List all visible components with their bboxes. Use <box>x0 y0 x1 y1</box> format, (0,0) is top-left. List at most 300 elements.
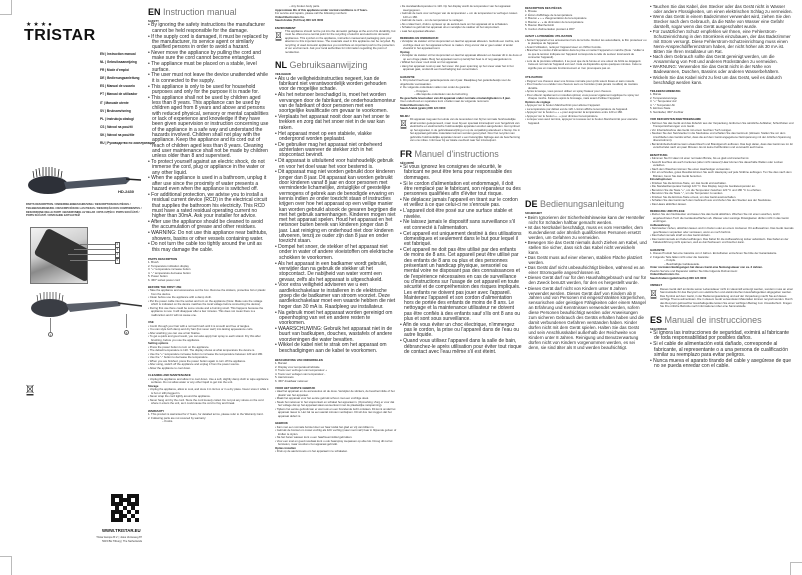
language-index-item: NL | Gebruiksaanwijzing <box>100 60 137 65</box>
safety-list <box>400 165 522 355</box>
safety-item: • Wikkel de kabel niet te strak om het apparaat om beschadigingen aan de kabel te voorkomen. <box>275 343 397 354</box>
column-fr-de <box>525 5 647 351</box>
environment-block <box>275 30 397 55</box>
parts-list <box>525 10 647 31</box>
use-item: • Voor een snel en goed resultaat kunt u ook haarspray toepassen op elke lok. Droog dit na het borstelen, maar voordat u het apparaat gebruikt. <box>275 440 397 447</box>
settings-item: • De standaardtemperatuur is 120. Op het display wordt de temperatuur van het apparaat weergegeven. <box>400 5 522 12</box>
warranty-item: 2. De volgende onderdelen vallen niet onder de garantie: <box>400 85 471 90</box>
settings-item: • Das Haare abkühlen lassen. <box>650 203 794 207</box>
storage-item: • Wikkel het snoer nooit strak om het apparaat. <box>400 61 522 65</box>
warranty-item: 1. Dit product heeft een garantieperiode van 2 jaar. Raadpleeg het garantiebewijs voor de uitgebreide voorwaarden. <box>400 78 511 86</box>
address-line: 5015 BH Tilburg | The Netherlands <box>102 539 142 543</box>
safety-item: • For additional protection, we advise you to install a residual current device (RCD) in the electrical circuit that supplies the bathroom his electricity. This RCD must have a rated residual operating current no higher than 30mA. Ask your installer for advice. <box>148 193 270 219</box>
safety-item: • Für zusätzlichen Schutz empfehlen wir Ihnen, eine Fehlerstrom-Schutzeinrichtung in den Stromkreis einzubauen, der das Badezimmer mit Strom versorgt. Diese Fehlerstrom-Schutzeinrichtung muss einen Nenn-Ansprechdifferenzstrom haben, der nicht höher als 30 mA ist. Bitten Sie Ihren Installateur um Rat. <box>650 30 794 55</box>
safety-item: • Afin de vous éviter un choc électrique, n'immergez pas le cordon, la prise ou l'appareil dans de l'eau ou autre liquide. <box>400 323 522 339</box>
part-item: 3. "+" Temperatur Auf <box>650 99 677 104</box>
part-item: 1. Brosse <box>525 9 537 14</box>
website-link[interactable]: WWW.TRISTAR.EU <box>102 528 141 533</box>
use-item: • Comb through your hair with a normal brush until it is smooth and free of tangles. <box>148 325 270 329</box>
settings-list <box>525 104 647 125</box>
settings-item: • Lorsque vous avez terminé, appuyez à nouveau sur le bouton Marche/Arrêt pour éteindre l'appareil. <box>525 118 647 125</box>
part-item: 6. Netzkabel, 360° drehbar <box>650 109 684 114</box>
subsection-label: MILIEU <box>400 113 410 118</box>
callout-line <box>70 260 115 261</box>
part-item: 6. 360° draaibaar netsnoer <box>275 378 309 383</box>
safety-item: • Dieses Gerät darf nicht von Kindern unter 8 Jahren verwendet werden. Dieses Gerät darf von Kindern ab 8 Jahren und von Personen mit eingeschränkten körperlichen, sensorischen oder geistigen Fähigkeiten oder einem Mangel an Erfahrung und Kenntnissen verwendet werden, sofern diese Personen beaufsichtigt werden oder Anweisungen zum sicheren Gebrauch des Geräts erhalten haben und die damit verbundenen Gefahren verstanden haben. Kinder dürfen nicht mit dem Gerät spielen. Halten Sie das Gerät und sein Anschlusskabel außerhalb der Reichweite von Kindern unter 8 Jahren. Reinigung und Benutzerwartung dürfen nicht von Kindern vorgenommen werden, es sei denn, sie sind älter als 8 und werden beaufsichtigt. <box>525 287 647 351</box>
part-item: 2. Écran d'affichage de la température <box>525 12 573 17</box>
use-item: • Kam met een normale borstel door uw haar totdat het glad en vrij van klitten is. <box>275 426 397 430</box>
model-number: HD-2430 <box>118 189 135 194</box>
subsection-label: BEFORE THE FIRST USE <box>148 285 182 289</box>
environment-block <box>400 118 522 143</box>
language-code: EN <box>148 7 161 17</box>
parts-list <box>148 261 270 282</box>
safety-item: • Nunca mueva el aparato tirando del cable y asegúrese de que no se pueda enredar con el cable. <box>650 359 794 370</box>
cleaning-item: • Ziehen Sie den Netzstecker und lassen Sie das Gerät abkühlen. Wischen Sie mit einem weichen, leicht angefeuchteten Tuch die Geräteoberflächen ab. Wasser oder sonstige Flüssigkeiten dürfen nicht in das Gerät eindringen. <box>650 213 794 224</box>
safety-item: • Dit apparaat mag niet worden gebruikt door kinderen jonger dan 8 jaar. Dit apparaat kan worden gebruikt door kinderen vanaf 8 jaar en door personen met verminderde lichamelijke, zintuiglijke of geestelijke vermogens of gebrek aan de benodigde ervaring en kennis indien ze onder toezicht staan of instructies krijgen over hoe het apparaat op een veilige manier kan worden gebruikt alsook de gevaren begrijpen die met het gebruik samenhangen. Kinderen mogen niet met het apparaat spelen. Houd het apparaat en het netsnoer buiten bereik van kinderen jonger dan 8 jaar. Laat reiniging en onderhoud niet door kinderen uitvoeren, tenzij ze ouder zijn dan 8 jaar en onder toezicht staan. <box>275 170 397 244</box>
service-text: For service and repairs, please call the following numbers: <box>275 11 348 15</box>
warranty-item: 1. Dieses Produkt hat eine Garantie von 2 Jahren. Einzelheiten entnehmen Sie bitte der Garantiekarte. <box>650 251 778 256</box>
control-panel-detail-image <box>30 227 88 284</box>
use-item: • Kämmen Sie Ihr Haar mit einer normalen Bürste, bis es glatt und knotenfrei ist. <box>650 157 794 161</box>
settings-list <box>148 346 270 371</box>
settings-item: • Drücken Sie die Ein/Aus-Taste erneut, um das Gerät auszuschalten. <box>650 196 794 200</box>
safety-item: • Das Gerät muss auf einer ebenen, stabilen Fläche platziert werden. <box>525 256 647 266</box>
cleaning-item: • Unplug the appliance and allow it to cool down. Use a soft, slightly damp cloth to wipe appliance surfaces. Do not allow water or any other liquid to get into the unit. <box>148 378 270 385</box>
section-title: Instruction manual <box>163 7 237 17</box>
use-item: • Pour obtenir rapidement un résultat optimal, vous pouvez également appliquer le spray sur chaque mèche. Faites-le après le brossage, mais avant d'utiliser l'appareil. <box>525 94 647 101</box>
weee-bin-icon <box>650 289 657 299</box>
subsection-label: USE <box>148 320 154 325</box>
part-item: 4. Toets voor verlagen van temperatuur - <box>275 371 326 376</box>
safety-item: • Beim Ignorieren der Sicherheitshinweise kann der Hersteller nicht für Schäden haftbar gemacht werden. <box>525 216 647 226</box>
safety-item: • Si le cordon d'alimentation est endommagé, il doit être remplacé par le fabricant, son réparateur ou des personnes qualifiées afin d'éviter tout risque. <box>400 182 522 198</box>
settings-item: • Allow the appliance to cool down. <box>148 367 270 371</box>
safety-item: • Het apparaat moet op een stabiele, vlakke ondergrond worden geplaatst. <box>275 132 397 143</box>
safety-item: • To protect yourself against an electric shock, do not immerse the cord, plug or appliance in the water or any other liquid. <box>148 160 270 176</box>
use-item: • To get a quick and good result, you can also apply hair spray to each strand. Dry this after brushing, before you use the appliance. <box>148 335 270 342</box>
part-item: 1. Borstel <box>275 361 287 366</box>
section-heading-fr <box>400 149 522 160</box>
language-index-item: PT | Manual de utilizador <box>100 92 138 97</box>
parts-caption-multilang: PARTS DESCRIPTION / ONDERDELENBESCHRIJVING / DESCRIPTION DES PIÈCES / TEILEBESCHREIBUNG / DESCRIPCIÓN DE LAS PIEZAS / DESCRIÇÃO DOS COMPONENTES / DESCRIZIONE DELLE PARTI / BESKRIVNING AV DELAR / OPIS CZĘŚCI / POPIS SOUČÁSTÍ / POPIS SÚČASTÍ / ОПИСАНИЕ ЗАПЧАСТЕЙ <box>26 203 142 218</box>
use-list <box>148 325 270 343</box>
cleaning-list <box>148 378 270 385</box>
settings-item: • After using, switch off the appliance and unplug it from the power source. <box>148 363 270 367</box>
environment-block <box>650 288 794 309</box>
section-heading-nl <box>275 60 397 71</box>
subsection-label: SAFETY <box>148 19 160 23</box>
settings-item: • Drücken Sie die Ein/Aus-Taste, um das Gerät einzuschalten. <box>650 182 794 186</box>
callout-line <box>126 314 127 328</box>
storage-list <box>400 54 522 72</box>
part-item: 2. Temperaturanzeige <box>650 95 678 100</box>
callout-line <box>50 318 51 332</box>
settings-item: • Druk op de aan/uit-toets om het apparaat in te schakelen. <box>275 450 397 454</box>
settings-list <box>400 5 522 33</box>
settings-item: • Appuyez sur le bouton Marche/Arrêt pour allumer l'appareil. <box>525 104 647 108</box>
safety-item: • Na gebruik moet het apparaat worden gereinigd om opeenhoping van vet en andere resten te voorkomen. <box>275 311 397 327</box>
safety-list <box>525 216 647 351</box>
subsection-label: Aufbewahrung <box>650 222 670 227</box>
safety-item: • Ist das Netzkabel beschädigt, muss es vom Hersteller, dem Kundendienst oder ähnlich qualifizierten Personen ersetzt werden, um Gefahren zu vermeiden. <box>525 226 647 241</box>
first-use-item: • Take the appliance and accessories out the box. Remove the stickers, protective foil or plastic from the device. <box>148 289 270 296</box>
safety-item: • After use the appliance should be cleaned to avoid the accumulation of grease and other residues. <box>148 220 270 231</box>
first-use-item: • Stecken Sie den Netzstecker in die Steckdose und schalten Sie das Gerät ein (Hinweis: Stellen Sie vor dem Anschließen des Geräts sicher, dass die auf dem Gerät angegebene Netzspannung mit der örtlichen Spannung übereinstimmt). <box>650 132 794 143</box>
subsection-label: REINIGING EN ONDERHOUD <box>400 36 439 40</box>
warranty-excluded-item: – Knöpfe. <box>650 259 794 263</box>
part-item: 3. Bouton « + » d'augmentation de la température <box>525 16 587 21</box>
first-use-item: • Vor Inbetriebnahme das Gerät mit einem feuchten Tuch reinigen. <box>650 129 794 133</box>
safety-item: • Als u de veiligheidsinstructies negeert, kan de fabrikant niet verantwoordelijk worden gehouden voor de mogelijke schade. <box>275 77 397 93</box>
settings-list <box>650 182 794 207</box>
hair-brush-product-image <box>26 165 142 201</box>
column-nl-fr <box>400 5 522 356</box>
use-item: • Nach dem Waschen können Sie einen Haarfestiger verwenden. <box>650 168 794 172</box>
section-title: Manuel d'instructions <box>414 148 499 159</box>
safety-item: • The appliance must be placed on a stable, level surface. <box>148 62 270 73</box>
use-item: • Gebruik de borstel om zowel vochtig als licht vochtig (maar nooit nat!) haar in blijvende golven of krullen te stylen. <box>275 429 397 436</box>
first-use-item: • Put the power cable into the socket and turn on the appliance (Note: Make sure the voltage which is indicated on the device matches the local voltage before connecting the device). <box>148 300 270 307</box>
storage-item: • Hang het apparaat nooit op aan het snoer. Zet geen spanning op het snoer waar het in het apparaat gaat, omdat dit een beschadiging kan veroorzaken. <box>400 65 522 72</box>
safety-list <box>275 77 397 354</box>
settings-item: • Press the power button to turn on the appliance. <box>148 346 270 350</box>
callout-number: 1 <box>49 333 52 337</box>
language-code: NL <box>275 60 287 71</box>
language-code: DE <box>525 199 538 210</box>
use-item: • Peignez vos cheveux avec une brosse normale pour qu'ils soient lisses et sans nœuds. <box>525 80 647 84</box>
logo-stars-icon: ★★★● <box>26 22 54 28</box>
safety-item: • Nach dem Gebrauch sollte das Gerät gereinigt werden, um die Ansammlung von Fett und anderen Rückständen zu vermeiden. <box>650 55 794 65</box>
service-phone: Saudi-Arabië (gratis) 800 124 0000 <box>400 106 446 111</box>
weee-bin-icon <box>400 119 407 129</box>
part-item: 1. Bürste <box>650 92 662 97</box>
safety-item: • Voor extra veiligheid adviseren we u een aardlekschakelaar te installeren in de elektrische groep die de badkamer van stroom voorziet. Deze aardlekschakelaar moet een waarde hebben die niet hoger dan 30 mA is. Raadpleeg uw installateur. <box>275 283 397 309</box>
first-use-item: • Steek het netsnoer in het stopcontact en schakel het apparaat in. (Opmerking: Zorg er voor dat het voltage dat op het apparaat staat overeenkomt met de plaatselijke netspanning). <box>275 401 397 408</box>
part-item: 5. Aan/uit-toets <box>275 375 294 380</box>
part-item: 1. Brush <box>148 260 159 264</box>
language-index-item: CS | Návod na použití <box>100 124 133 129</box>
settings-item: • Gebruik de toets voor verhogen van de temperatuur + om de temperatuur te verhogen tussen 120 en 180. <box>400 12 522 19</box>
warranty-excluded-item: – Beschädigte Gehäuseteile. <box>650 263 794 267</box>
settings-item: • The default temperature is 120. The display shows at what temperature the device is. <box>148 349 270 353</box>
safety-item: • Dit apparaat is uitsluitend voor huishoudelijk gebruik en voor het doel waar het voor bestemd is. <box>275 159 397 170</box>
callout-number: 2 <box>116 242 119 246</box>
crop-mark <box>790 562 791 575</box>
first-use-item: • Tijdens het eerste gebruik kan er wat rook en een brandende lucht ontstaan. Dit komt omdat het apparaat nieuw is. Het zal na een aantal minuten verdwijnen. Dit wil dus niet zeggen dat het apparaat defect is. <box>275 408 397 419</box>
warranty-excluded-item: – Any broken body parts. <box>275 5 397 9</box>
environment-text: Dit apparaat mag aan het einde van de levensduur niet bij het normale huishoudelijke afval worden gedeponeerd, maar moet bij een speciaal inzamelpunt voor hergebruik van elektrische en elektronische huishoudelijke apparaten worden aangeboden. Het symbool op het apparaat, in de gebruiksaanwijzing en op de verpakking attendeert u hierop. De in het apparaat gebruikte materialen kunnen worden gerecycled. Door het recyclen van gebruikte huishoudelijke apparaten levert u een belangrijke bijdrage aan de bescherming van ons milieu. Informeer bij uw lokale overheid naar het inzamelpunt. <box>410 117 520 143</box>
appliance-life: Approximate life of this appliance under normal conditions is 3 Years. <box>275 7 368 12</box>
safety-item: • Als het apparaat in een badkamer wordt gebruikt, verwijder dan na gebruik de stekker uit het stopcontact. De nabijheid van water vormt een gevaar, zelfs als het apparaat is uitgeschakeld. <box>275 262 397 283</box>
safety-item: • Si vous ignorez les consignes de sécurité, le fabricant ne peut être tenu pour responsable des dommages. <box>400 165 522 181</box>
service-text: Voor onderhoud en reparaties kunt u bellen naar de volgende nummers: <box>400 99 490 104</box>
cleaning-list <box>400 40 522 51</box>
settings-item: • Laat het apparaat afkoelen. <box>400 30 522 34</box>
part-item: 5. Bouton Marche/Arrêt <box>525 23 554 28</box>
appliance-life: De geschatte levensduur van dit apparaat onder normale omstandigheden is 3 jaar. <box>400 95 511 100</box>
safety-item: • Do not turn the cable too tightly around the unit as this may damage the cable. <box>148 242 270 253</box>
language-index-item: FR | Mode d'emploi <box>100 68 130 73</box>
part-item: 4. "-" Temperatur Ab <box>650 102 675 107</box>
safety-item: • Cet appareil est uniquement destiné à des utilisations domestiques et seulement dans le but pour lequel il est fabriqué. <box>400 232 522 248</box>
first-use-item: • Maak het apparaat voor het eerste gebruik schoon met een vochtige doek. <box>275 397 397 401</box>
subsection-label: VEILIGHEID <box>275 72 291 77</box>
qr-code[interactable] <box>111 494 139 522</box>
callout-number: 6 <box>125 331 128 335</box>
safety-item: • Ne déplacez jamais l'appareil en tirant sur le cordon et veillez à ce que celui-ci ne s'enroule pas. <box>400 198 522 209</box>
first-use-list <box>650 122 794 150</box>
subsection-label: BENUTZUNG <box>650 152 668 157</box>
safety-item: • Wenn das Gerät in einem Badezimmer verwendet wird, ziehen Sie den Stecker nach dem Gebrauch, da die Nähe von Wasser eine Gefahr darstellt, sogar wenn das Gerät ausgeschaltet wurde. <box>650 15 794 30</box>
settings-item: • Als u klaar bent, drukt u opnieuw op de aan/uit-toets om het apparaat uit te schakelen. <box>400 23 522 27</box>
part-item: 5. Power button <box>148 274 168 278</box>
column-en-safety <box>148 5 270 424</box>
warranty-excluded-list <box>148 420 270 424</box>
service-company: United Electronics Co. <box>275 14 305 19</box>
part-item: 6. 360° swivel power cord <box>148 277 180 282</box>
safety-item: • WAARSCHUWING: Gebruik het apparaat niet in de buurt van badkuipen, douches, wastafels of andere voorzieningen die water bevatten. <box>275 327 397 343</box>
safety-item: • If the supply cord is damaged, it must be replaced by the manufacturer, its service agent or similarly qualified persons in order to avoid a hazard. <box>148 35 270 51</box>
settings-item: • Appuyez sur le bouton « + » pour augmenter la température entre 120 et 180. <box>525 111 647 115</box>
subsection-label: Storage <box>148 383 159 388</box>
settings-item: • Schalten Sie das Gerät nach dem Gebrauch aus und ziehen Sie den Stecker aus der Steckdose. <box>650 199 794 203</box>
settings-item: • Benutzen Sie die Taste "+", um die Temperatur zwischen 120 °C und 180 °C zu erhöhen. <box>650 189 794 193</box>
warranty-excluded-item: – Knoppen. <box>400 90 522 94</box>
safety-item: • Tauchen Sie das Kabel, den Stecker oder das Gerät nicht in Wasser oder andere Flüssigkeiten, um einen elektrischen Schlag zu vermeiden. <box>650 5 794 15</box>
subsection-label: Einstelloptionen <box>650 177 672 182</box>
first-use-list <box>148 289 270 317</box>
settings-item: • Benutzen Sie die Taste "-", um die Temperatur zu senken. <box>650 192 794 196</box>
callout-number: 5 <box>116 258 119 262</box>
settings-item: • Gebruik de toets - om de temperatuur te verlagen. <box>400 19 522 23</box>
safety-item: • When the appliance is used in a bathroom, unplug it after use since the proximity of water presents a hazard even when the appliance is switched off. <box>148 176 270 192</box>
use-item: • You can style both damp and dry hair (but never wet!) into lasting appearance curls. <box>148 328 270 332</box>
warranty-item: 1. This product is warranted for 2 Years, for detailed terms, please refer to the Warranty Card. <box>148 412 264 417</box>
part-item: 2. Temperature indication display <box>148 263 189 268</box>
safety-item: • L'appareil doit être posé sur une surface stable et nivelée. <box>400 209 522 220</box>
subsection-label: BESCHRIJVING VAN ONDERDELEN <box>275 357 323 362</box>
subsection-label: CLEANING AND MAINTENANCE <box>148 373 191 378</box>
settings-item: • Use the "+" temperature increase button to increase the temperature between 120 and 180. <box>148 353 270 357</box>
section-heading-de <box>525 199 647 210</box>
crop-mark <box>790 562 802 563</box>
first-use-item: • Clean before use the appliance with a damp cloth. <box>148 296 270 300</box>
language-index-item: PL | Instrukcja obsługi <box>100 116 134 121</box>
environment-text: This appliance should not be put into the domestic garbage at the end of its durability, but must be offered at a central point for the recycling of electric and electronic domestic appliances. This symbol on the appliance, instruction manual and packaging puts your attention to this important issue. The materials used in this appliance can be recycled. By recycling of used domestic appliances you contribute an important push to the protection of our environment. Ask your local authorities for information regarding the point of recollection. <box>285 28 396 54</box>
settings-list <box>275 450 397 454</box>
first-use-item: • Bei Erstinbetriebnahme kann etwas Rauch und Brandgeruch auftreten. Das liegt daran, dass das Gerät neu ist. Er verschwindet nach ein paar Minuten. Es ist keine Fehlfunktion und verursacht auch keine. <box>650 143 794 150</box>
section-title: Bedienungsanleitung <box>540 199 625 210</box>
subsection-label: UTILISATION <box>525 75 543 80</box>
safety-item: • Never move the appliance by pulling the cord and make sure the cord cannot become entangled. <box>148 51 270 62</box>
first-use-list <box>275 390 397 418</box>
first-use-list <box>525 39 647 71</box>
callout-number: 3 <box>116 247 119 251</box>
storage-item: • Verwijder de stekker uit het stopcontact en laat het apparaat afkoelen en bewaar dit in de doos of op een droge plaats. Berg het apparaat nooit op terwijl het heet is of nog aangesloten is. <box>400 54 522 61</box>
use-item: • After washing you can use a hair fixative. <box>148 332 270 336</box>
safety-item: • Ne laissez jamais le dispositif sans surveillance s'il est connecté à l'alimentation. <box>400 220 522 231</box>
callout-line <box>68 254 115 255</box>
safety-item: • This appliance shall not be used by children aged less than 8 years. This appliance can be used by children aged from 8 years and above and persons with reduced physical, sensory or mental capabilities or lack of experience and knowledge if they have been given supervision or instruction concerning use of the appliance in a safe way and understand the hazards involved. Children shall not play with the appliance. Keep the appliance and its cord out of reach of children aged less than 8 years. Cleaning and user maintenance shall not be made by children unless older than 8 and supervised. <box>148 96 270 160</box>
column-de-es <box>650 5 794 370</box>
environment-text: Dieses Gerät darf am Ende seiner Lebensdauer nicht im Hausmüll entsorgt werden, sondern muss an einer Sammelstelle für das Recyceln von elektrischen und elektronischen Haushaltsgeräten abgegeben werden. Das Symbol auf dem Gerät, in der Bedienungsanleitung und auf der Verpackung macht Sie auf dieses wichtige Thema aufmerksam. Die in diesem Gerät verwendeten Materialien können recycelt werden. Durch das Recyceln gebrauchter Haushaltsgeräte leisten Sie einen wichtigen Beitrag zum Umweltschutz. Fragen Sie Ihre örtliche Behörde nach Informationen über eine Sammelstelle. <box>660 286 794 309</box>
settings-item: • La température par défaut est de 120. L'écran affiche la température de l'appareil. <box>525 108 647 112</box>
subsection-label: PARTS DESCRIPTION <box>148 256 178 261</box>
subsection-label: REINIGUNG UND PFLEGE <box>650 209 685 214</box>
storage-item: • Das Gerät niemals am Kabel aufhängen. Das Kabel für die Aufbewahrung locker aufwickeln. Das Kabel an der Kabeleinführung nicht spannen, weil es durchscheuern und brechen kann. <box>650 238 794 245</box>
settings-item: • Use the "-" button to decrease the temperature. <box>148 356 270 360</box>
storage-item: • Unplug the appliance, allow to cool, and store it in its box or in a dry place. Never store it while it is hot or still plugged in. <box>148 388 270 395</box>
safety-item: • Wickeln Sie das Kabel nicht zu fest um das Gerät, weil es dadurch beschädigt werden kann. <box>650 76 794 86</box>
appliance-life: Unter normalen Bedingungen hat dieses Gerät eine Nutzungsdauer von ca. 3 Jahren. <box>650 265 763 270</box>
use-item: • Sowohl feuchtes als auch trockenes (aber nicht nasses!) Haar können Sie dauerhafte Wellen oder Locken verleihen. <box>650 161 794 168</box>
safety-list <box>650 5 794 85</box>
part-item: 6. Cordon d'alimentation pivotant à 360° <box>525 26 575 31</box>
section-heading-es <box>650 315 794 326</box>
storage-list <box>148 388 270 406</box>
first-use-item: • Avant l'utilisation, nettoyez l'appareil avec un chiffon humide. <box>525 46 647 50</box>
part-item: 2. Display voor temperatuurindicatie <box>275 364 320 369</box>
use-list <box>275 426 397 447</box>
language-index-item: SK | Návod na použitie <box>100 132 135 137</box>
language-index-item: ES | Manual de usuario <box>100 84 135 89</box>
weee-bin-icon <box>26 384 34 396</box>
safety-item: • This appliance is only to be used for household purposes and only for the purpose it is made for. <box>148 85 270 96</box>
part-item: 5. Ein/Aus-Taste <box>650 106 671 111</box>
part-item: 4. Bouton « - » de diminution de la température <box>525 19 584 24</box>
safety-item: • Das Gerät darf nicht unbeaufsichtigt bleiben, während es an einer Stromquelle angeschlossen ist. <box>525 266 647 276</box>
brand-logo <box>24 22 96 44</box>
safety-item: • Quand vous utilisez l'appareil dans la salle de bain, débranchez-le après utilisation pour éviter tout risque de contact avec l'eau même s'il est éteint. <box>400 339 522 355</box>
subsection-label: VOOR HET EERSTE GEBRUIK <box>275 386 316 391</box>
company-address <box>95 536 142 543</box>
logo-text: TRISTAR <box>24 27 96 44</box>
safety-item: • De gebruiker mag het apparaat niet onbeheerd achterlaten wanneer de stekker zich in het stopcontact bevindt. <box>275 143 397 159</box>
subsection-label: AVANT LA PREMIÈRE UTILISATION <box>525 34 573 39</box>
subsection-label: SEGURIDAD <box>650 326 667 331</box>
use-item: • Pour boucler ou onduler vos cheveux secs ou humides (mais jamais mouillés) de manière durable. <box>525 83 647 90</box>
warranty-excluded-item: – Knobs. <box>148 420 270 424</box>
language-index-item: EN | Instruction manual <box>100 52 136 56</box>
weee-bin-icon <box>275 31 282 41</box>
subsection-label: ENVIRONMENT <box>275 25 296 30</box>
subsection-label: Options de réglage <box>525 99 551 104</box>
storage-item: • Never hang unit by the cord. Store the cord loosely coiled. Do not put any stress on the cord where it enters the unit, as it could cause the cord to fray and break. <box>148 399 270 406</box>
safety-item: • WARNING: Do not use this appliance near bathtubs, showers, basins or other vessels containing water. <box>148 231 270 242</box>
column-en-nl <box>275 5 397 454</box>
language-code: ES <box>650 314 663 325</box>
subsection-label: Setting options <box>148 341 169 346</box>
warranty-item: 2. Following parts are not covered by warranty: <box>148 415 207 420</box>
language-code: FR <box>400 148 412 159</box>
use-list <box>650 157 794 178</box>
warranty-item: 2. Folgende Teile fallen nicht unter die Garantie: <box>650 254 710 259</box>
use-item: • Na het haren wassen kunt u een haarfixeermiddel gebruiken. <box>275 436 397 440</box>
safety-item: • WARNUNG: Verwenden Sie das Gerät nicht in der Nähe von Badewannen, Duschen, Bassins oder anderen Wasserbehältern. <box>650 65 794 75</box>
storage-item: • Das Kabel niemals straff um das Gerät wickeln. <box>650 234 794 238</box>
safety-item: • Als het netsnoer beschadigd is, moet het worden vervangen door de fabrikant, de onderhoudsmonteur van de fabrikant of door personen met een soortgelijke kwalificatie om gevaar te voorkomen. <box>275 93 397 114</box>
use-item: • Après le lavage, vous pouvez utiliser un spray fixateur pour cheveux. <box>525 90 647 94</box>
language-index-item: SV | Bruksanvisning <box>100 108 131 113</box>
address-line: Tristar Europe B.V. | Jules Verneweg 87 <box>96 536 142 539</box>
first-use-item: • During first use there could be some smoke and a burning smell. This happens because the appliance is new. It will disappear after a few minutes. This does not mean there is a malfunction and it will not cause one. <box>148 307 270 318</box>
subsection-label: SÉCURITÉ <box>400 160 415 165</box>
safety-item: • Si ignora las instrucciones de seguridad, eximirá al fabricante de toda responsabilidad por posibles daños. <box>650 331 794 342</box>
subsection-label: Opslag <box>400 49 410 54</box>
first-use-item: • Nehmen Sie das Gerät und das Zubehör aus der Verpackung. Entfernen Sie sämtliche Aufkleber, Schutzfolien und Transportsicherungen vom Gerät. <box>650 122 794 129</box>
safety-item: • Dieses Gerät darf nur für den Haushaltsgebrauch und nur für den Zweck benutzt werden, für den es hergestellt wurde. <box>525 276 647 286</box>
subsection-label: VOR DER ERSTEN INBETRIEBNAHME <box>650 117 701 122</box>
section-title: Manual de instrucciones <box>664 314 762 325</box>
language-index <box>100 50 156 147</box>
safety-list <box>148 23 270 253</box>
safety-item: • Bewegen Sie das Gerät niemals durch Ziehen am Kabel, und stellen Sie sicher, dass sich das Kabel nicht verwickeln kann. <box>525 241 647 256</box>
safety-list <box>650 331 794 369</box>
language-index-item: IT | Manuale utente <box>100 100 129 105</box>
subsection-label: Opties instellen <box>275 445 296 450</box>
settings-item: • Appuyez sur le bouton « - » pour diminuer la température. <box>525 115 647 119</box>
part-item: 3. Toets voor verhogen van temperatuur + <box>275 368 327 373</box>
section-heading-en <box>148 7 270 18</box>
part-item: 3. "+" temperature increase button <box>148 267 191 271</box>
section-title: Gebruiksaanwijzing <box>289 60 368 71</box>
service-phone: Saudi Arabien (gebührenfrei) 800 124 0000 <box>650 275 707 280</box>
storage-item: • Never wrap the cord tightly around the appliance. <box>148 395 270 399</box>
parts-list <box>275 362 397 383</box>
warranty-excluded-item: – Alle kapotte onderdelen van de behuizing. <box>400 93 522 97</box>
subsection-label: GEBRUIK <box>275 421 288 426</box>
subsection-label: DESCRIPTION DES PIÈCES <box>525 6 562 10</box>
service-phone: Saudi Arabia (Toll free) 800 124 0000 <box>275 18 324 22</box>
safety-item: • The user must not leave the device unattended while it is connected to the supply. <box>148 73 270 84</box>
storage-item: • Netzstecker ziehen, abkühlen lassen und im Karton oder an einem trockenen Ort aufbewahren. Das Gerät niemals geschlossen verpacken oder verstauen, wenn es noch heiß ist. <box>650 227 794 234</box>
service-company: United Electronics Co. <box>650 272 680 277</box>
safety-item: • Si el cable de alimentación está dañado, corresponde al fabricante, al representante o a una persona de cualificación similar su reemplazo para evitar peligros. <box>650 342 794 358</box>
subsection-label: GARANTIE <box>650 247 665 252</box>
language-index-item: DE | Bedienungsanleitung <box>100 76 140 81</box>
cleaning-list <box>650 213 794 224</box>
first-use-item: • Lors de la première utilisation, il se peut que de la fumée et une odeur de brûlé se dégagent. Cela est normal car l'appareil est neuf. Cela va disparaître après quelques minutes. Cela ne signifie pas un mauvais fonctionnement et n'en provoquera pas un. <box>525 60 647 71</box>
parts-list <box>650 93 794 114</box>
safety-item: • Verplaats het apparaat nooit door aan het snoer te trekken en zorg dat het snoer niet in de war kan raken. <box>275 115 397 131</box>
use-list <box>525 80 647 101</box>
first-use-item: • Sortez l'appareil et les accessoires hors de la boîte. Retirez les autocollants, le film protecteur ou le plastique de l'appareil. <box>525 39 647 46</box>
service-company: United Electronics Co. <box>400 102 430 107</box>
first-use-item: • Haal het apparaat en de accessoires uit de doos. Verwijder de stickers, de beschermfolie of het plastic van het apparaat. <box>275 390 397 397</box>
part-item: 4. "-" temperature decrease button <box>148 270 191 275</box>
cleaning-item: • Verwijder de stekker uit het stopcontact en laat het apparaat afkoelen. Gebruik een zachte, iets vochtige doek om het apparaat schoon te maken. Zorg ervoor dat er geen water of ander vloeistof in het apparaat komt. <box>400 40 522 51</box>
control-panel-shape <box>33 228 88 283</box>
use-item: • Für ein schnelles, gutes Resultat können Sie auch Haarspray auf jede Strähne auftragen. Tun Sie dies nach dem Bürsten, bevor Sie das Gerät benutzen. <box>650 171 794 178</box>
settings-item: • When you are finished, press the power button again to turn off the appliance. <box>148 360 270 364</box>
safety-item: • By ignoring the safety instructions the manufacturer cannot be held responsible for the damage. <box>148 23 270 34</box>
callout-line <box>80 244 115 245</box>
settings-item: • Die Standardtemperatur beträgt 120 °C. Das Display zeigt die Gerätetemperatur an. <box>650 185 794 189</box>
subsection-label: TEILEBESCHREIBUNG <box>650 88 681 93</box>
first-use-item: • Branchez le cordon d'alimentation dans la prise et mettez l'appareil en marche (Note : Veillez à ce que la tension indiquée sur l'appareil corresponde à celle du secteur local avant de connecter l'appareil). <box>525 49 647 60</box>
subsection-label: SICHERHEIT <box>525 211 542 216</box>
callout-line <box>74 249 115 250</box>
safety-item: • Dompel het snoer, de stekker of het apparaat niet onder in water of andere vloeistoffen om elektrische schokken te voorkomen. <box>275 245 397 261</box>
service-text: Zwecks Service und Reparatur wählen Sie bitte folgende Rufnummern: <box>650 268 738 273</box>
subsection-label: GARANTIE <box>400 74 415 79</box>
subsection-label: WARRANTY <box>148 408 165 413</box>
language-index-item: RU | Руководство по эксплуатации <box>100 141 156 146</box>
settings-item: • Schakel na gebruik het apparaat uit en verwijder de stekker uit het stopcontact. <box>400 26 522 30</box>
safety-item: • Cet appareil ne doit pas être utilisé par des enfants de moins de 8 ans. Cet appareil peut être utilisé par des enfants de 8 ans ou plus et des personnes présentant un handicap physique, sensoriel ou mental voire ne disposant pas des connaissances et de l'expérience nécessaires en cas de surveillance ou d'instructions sur l'usage de cet appareil en toute sécurité et de compréhension des risques impliqués. Les enfants ne doivent pas jouer avec l'appareil. Maintenez l'appareil et son cordon d'alimentation hors de portée des enfants de moins de 8 ans. Le nettoyage et la maintenance utilisateur ne doivent pas être confiés à des enfants sauf s'ils ont 8 ans ou plus et sont sous surveillance. <box>400 248 522 322</box>
callout-number: 4 <box>116 252 119 256</box>
